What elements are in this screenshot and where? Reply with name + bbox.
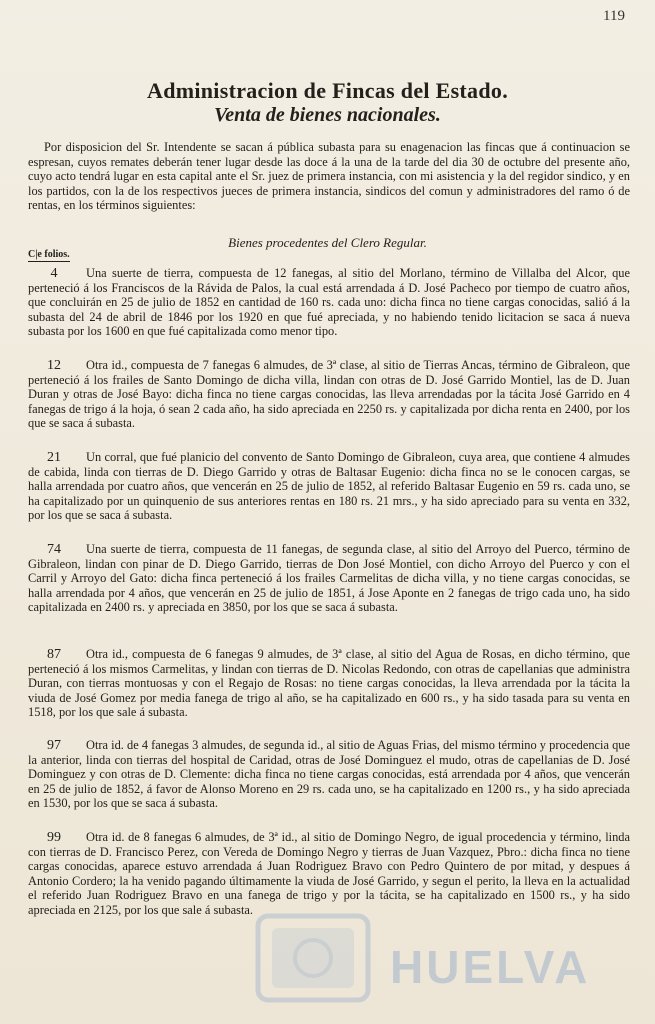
- entry-99: [28, 830, 630, 918]
- entry-4: [28, 266, 630, 339]
- entry-folio: 87: [47, 647, 61, 662]
- entry-text: Una suerte de tierra, compuesta de 11 fanegas, de segunda clase, al sitio del Arroyo del Puerco, término de Gibraleon, lindan con pinar de D. Diego Garrido, tierras de Don José Montiel, con dicho Arroyo del Puerco y con el Carril y Arroyo del Gato: dicha finca perteneció á los frailes Carmelitas de dicha villa, y no tiene cargas conocidas, se halla arrendada por 4 años, que vencerán en 25 de julio de 1851, á Jose Aponte en 2 fanegas de trigo cada uno, ha sido capitalizada en 2400 rs. y apreciada en 3850, por los que se saca á subasta.: [28, 542, 630, 615]
- document-subtitle: Venta de bienes nacionales.: [214, 104, 441, 126]
- entry-folio: 97: [47, 738, 61, 753]
- entry-folio: 12: [47, 358, 61, 373]
- document-title: Administracion de Fincas del Estado.: [147, 78, 508, 103]
- entry-text: Otra id. de 4 fanegas 3 almudes, de segunda id., al sitio de Aguas Frias, del mismo término y procedencia que la anterior, linda con tierras del hospital de Caridad, otras de José Dominguez el mudo, otras de capellanias de D. José Dominguez y con otras de D. Clemente: dicha finca no tiene cargas conocidas, está arrendada por 4 años, que vencerán en 25 de julio de 1852, á favor de Alonso Moreno en 29 rs. cada uno, se ha capitalizado en 1200 rs., y ha sido apreciada en 1530, por los que se saca á subasta.: [28, 738, 630, 811]
- page-folio-number: 119: [603, 8, 625, 24]
- entry-folio: 74: [47, 542, 61, 557]
- entry-folio: 21: [47, 450, 61, 465]
- entry-folio: 4: [50, 266, 58, 281]
- entry-21: [28, 450, 630, 523]
- entry-12: [28, 358, 630, 431]
- section-heading: Bienes procedentes del Clero Regular.: [228, 235, 427, 250]
- entry-97: [28, 738, 630, 811]
- entry-text: Una suerte de tierra, compuesta de 12 fanegas, al sitio del Morlano, término de Villalba del Alcor, que perteneció á los Franciscos de la Rávida de Palos, la cual está arrendada á D. José Pacheco por tiempo de cuatro años, que concluirán en 25 de julio de 1852 en cantidad de 160 rs. cada uno: dicha finca no tiene cargas conocidas, salió á la subasta del 24 de abril de 1846 por los 1920 en que fué apreciada, y no habiendo tenido licitacion se saca á nueva subasta por los 1600 en que fué capitalizada como menor tipo.: [28, 266, 630, 339]
- intro-paragraph: Por disposicion del Sr. Intendente se sacan á pública subasta para su enagenacion las fincas que á continuacion se espresan, cuyos remates deberán tener lugar desde las doce á la una de la tarde del dia 30 de octubre del presente año, cuyo acto tendrá lugar en esta capital ante el Sr. juez de primera instancia, con mi asistencia y la del regidor sindico, y en los partidos, con la de los respectivos jueces de primera instancia, sindicos del comun y administradores del ramo ó de rentas, en los términos siguientes:: [28, 140, 630, 213]
- folios-column-header: C|e folios.: [28, 249, 70, 260]
- entry-text: Otra id., compuesta de 6 fanegas 9 almudes, de 3ª clase, al sitio del Agua de Rosas, en dicho término, que perteneció á los mismos Carmelitas, y lindan con tierras de D. Nicolas Redondo, con otras de capellanias que administra Duran, con tierras montuosas y con el Regajo de Rosas: no tiene cargas conocidas, la lleva arrendada por la tácita la viuda de José Gomez por media fanega de trigo al año, se ha capitalizado en 600 rs., y ha sido tasada para su venta en 1518, por los que sale á subasta.: [28, 647, 630, 720]
- entry-text: Otra id. de 8 fanegas 6 almudes, de 3ª id., al sitio de Domingo Negro, de igual procedencia y término, linda con tierras de D. Francisco Perez, con Vereda de Domingo Negro y tierras de Juan Vazquez, Pbro.: dicha finca no tiene cargas conocidas, aparece estuvo arrendada á Juan Rodriguez Bravo con Pedro Quintero de por mitad, y despues á Antonio Cordero; la ha venido pagando últimamente la viuda de José Garrido, y segun el perito, la lleva en la actualidad el referido Juan Rodriguez Bravo en una fanega de trigo y por la tácita, se ha capitalizado en 1500 rs., y ha sido apreciada en 2125, por los que sale á subasta.: [28, 830, 630, 917]
- entry-text: Un corral, que fué planicio del convento de Santo Domingo de Gibraleon, cuya area, que contiene 4 almudes de cabida, linda con tierras de D. Diego Garrido y otras de Baltasar Eugenio: dicha finca no se le conocen cargas, se halla arrendada por cuatro años, que vencerán en 25 de julio de 1852, al referido Baltasar Eugenio en 59 rs. cada uno, se ha capitalizado por un quinquenio de sus anteriores rentas en 180 rs. 21 mrs., y ha sido apreciado para su venta en 332, por los que se saca á subasta.: [28, 450, 630, 523]
- entry-87: [28, 647, 630, 720]
- entry-folio: 99: [47, 830, 61, 845]
- entry-74: [28, 542, 630, 615]
- entry-text: Otra id., compuesta de 7 fanegas 6 almudes, de 3ª clase, al sitio de Tierras Ancas, término de Gibraleon, que perteneció á los frailes de Santo Domingo de dicha villa, lindan con otras de D. José Garrido Montiel, las de D. Juan Duran y otras de José Bayo: dicha finca no tiene cargas conocidas, las lleva arrendadas por la tácita José Garrido en 4 fanegas de trigo á la hoja, ó sean 2 cada año, ha sido apreciada en 2250 rs. y capitalizada por dicha renta en 2400, por los que se saca á subasta.: [28, 358, 630, 431]
- archive-watermark: HUELVA: [390, 941, 591, 993]
